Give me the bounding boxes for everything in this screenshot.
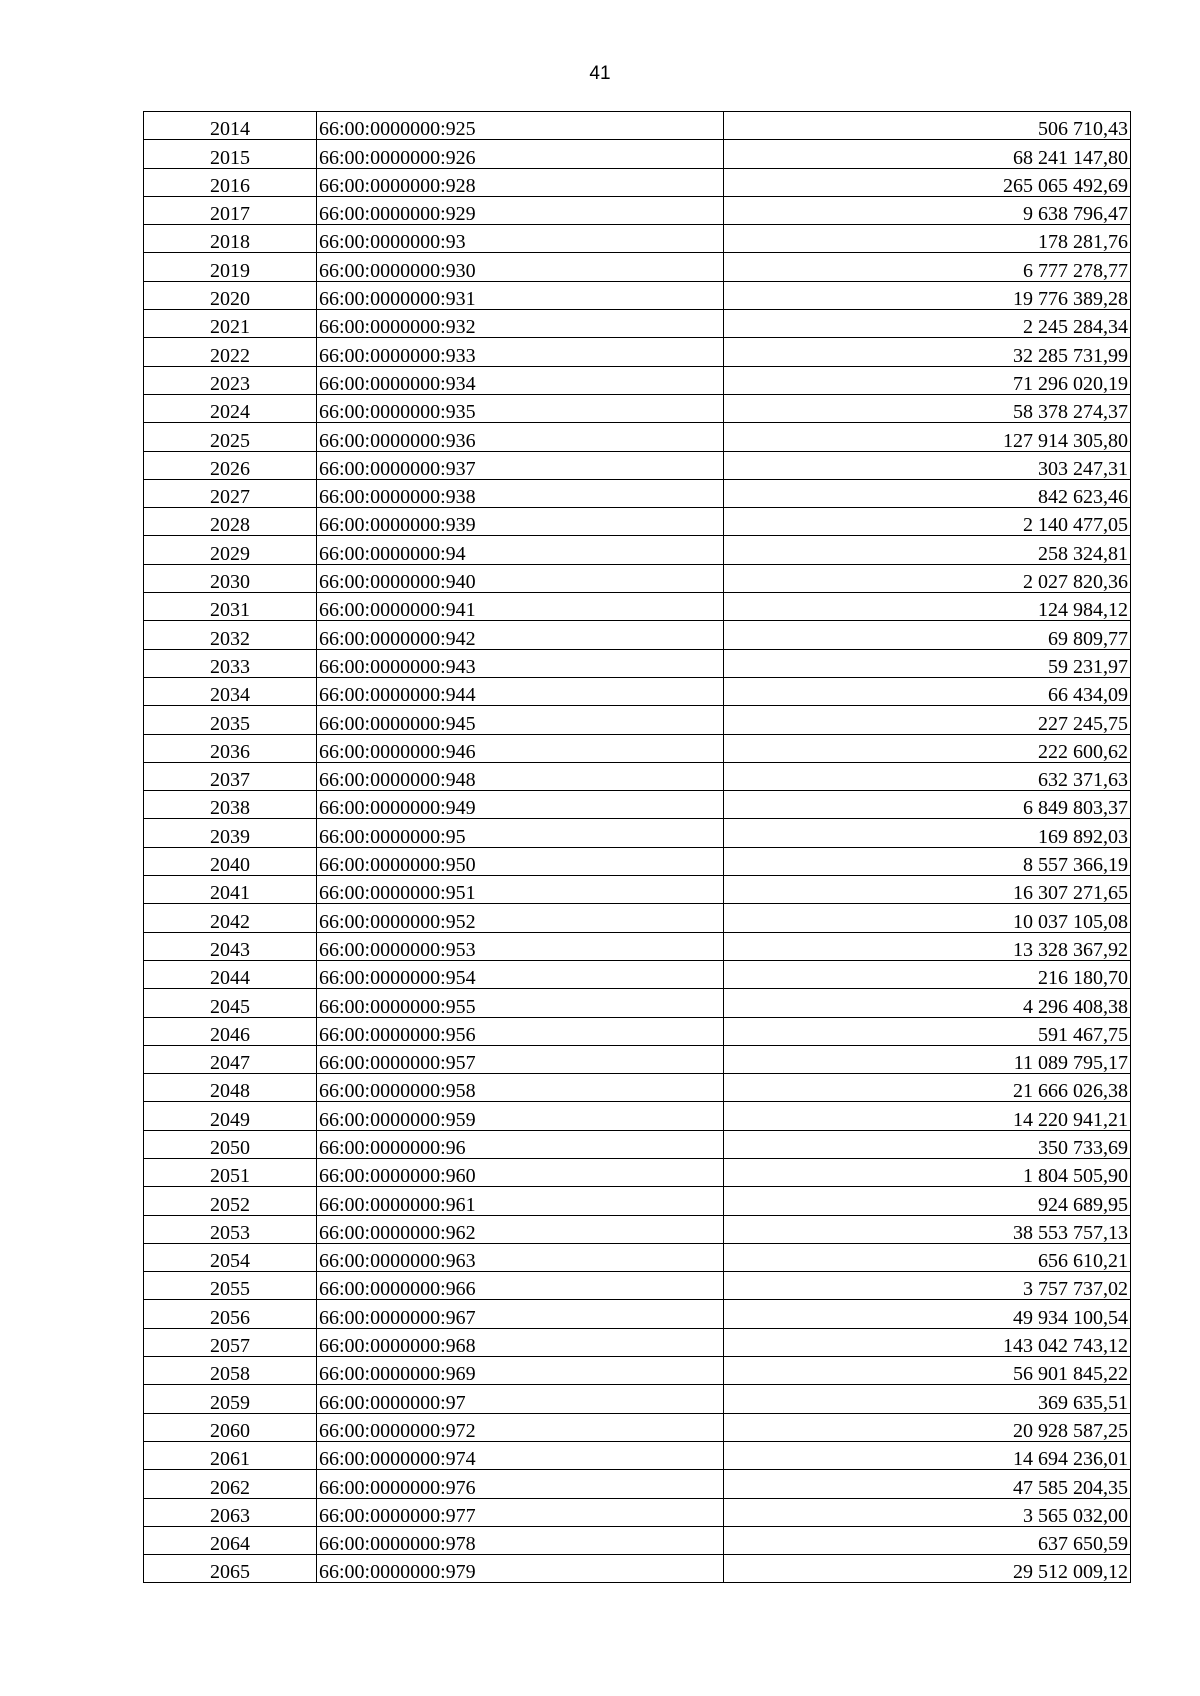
cadastral-value-cell: 29 512 009,12 — [724, 1555, 1131, 1583]
cadastral-value-cell: 222 600,62 — [724, 734, 1131, 762]
cadastral-number-cell: 66:00:0000000:946 — [317, 734, 724, 762]
cadastral-value-cell: 8 557 366,19 — [724, 847, 1131, 875]
table-row — [144, 1441, 1131, 1469]
cadastral-value-cell: 124 984,12 — [724, 593, 1131, 621]
cadastral-value-cell: 38 553 757,13 — [724, 1215, 1131, 1243]
row-number-cell: 2036 — [144, 734, 317, 762]
cadastral-value-cell: 216 180,70 — [724, 960, 1131, 988]
table-row — [144, 649, 1131, 677]
cadastral-value-cell: 58 378 274,37 — [724, 394, 1131, 422]
row-number-cell: 2034 — [144, 677, 317, 705]
cadastral-value-cell: 19 776 389,28 — [724, 281, 1131, 309]
cadastral-number-cell: 66:00:0000000:978 — [317, 1526, 724, 1554]
table-row — [144, 1357, 1131, 1385]
table-row — [144, 394, 1131, 422]
cadastral-value-cell: 169 892,03 — [724, 819, 1131, 847]
cadastral-value-cell: 16 307 271,65 — [724, 876, 1131, 904]
cadastral-number-cell: 66:00:0000000:968 — [317, 1328, 724, 1356]
cadastral-number-cell: 66:00:0000000:952 — [317, 904, 724, 932]
cadastral-value-cell: 350 733,69 — [724, 1130, 1131, 1158]
row-number-cell: 2039 — [144, 819, 317, 847]
cadastral-number-cell: 66:00:0000000:929 — [317, 196, 724, 224]
row-number-cell: 2027 — [144, 479, 317, 507]
row-number-cell: 2017 — [144, 196, 317, 224]
cadastral-number-cell: 66:00:0000000:956 — [317, 1017, 724, 1045]
table-row — [144, 1385, 1131, 1413]
table-row — [144, 847, 1131, 875]
row-number-cell: 2024 — [144, 394, 317, 422]
row-number-cell: 2052 — [144, 1187, 317, 1215]
cadastral-value-cell: 1 804 505,90 — [724, 1158, 1131, 1186]
table-row — [144, 168, 1131, 196]
cadastral-value-cell: 227 245,75 — [724, 706, 1131, 734]
row-number-cell: 2026 — [144, 451, 317, 479]
table-row — [144, 140, 1131, 168]
table-row — [144, 196, 1131, 224]
table-row — [144, 1272, 1131, 1300]
table-row — [144, 112, 1131, 140]
table-row — [144, 1130, 1131, 1158]
table-row — [144, 621, 1131, 649]
cadastral-value-cell: 637 650,59 — [724, 1526, 1131, 1554]
cadastral-number-cell: 66:00:0000000:936 — [317, 423, 724, 451]
row-number-cell: 2033 — [144, 649, 317, 677]
table-row — [144, 423, 1131, 451]
cadastral-number-cell: 66:00:0000000:953 — [317, 932, 724, 960]
cadastral-number-cell: 66:00:0000000:974 — [317, 1441, 724, 1469]
row-number-cell: 2044 — [144, 960, 317, 988]
row-number-cell: 2015 — [144, 140, 317, 168]
cadastral-value-cell: 842 623,46 — [724, 479, 1131, 507]
cadastral-value-cell: 369 635,51 — [724, 1385, 1131, 1413]
cadastral-number-cell: 66:00:0000000:943 — [317, 649, 724, 677]
cadastral-value-cell: 2 027 820,36 — [724, 564, 1131, 592]
row-number-cell: 2014 — [144, 112, 317, 140]
row-number-cell: 2021 — [144, 310, 317, 338]
cadastral-value-cell: 69 809,77 — [724, 621, 1131, 649]
row-number-cell: 2031 — [144, 593, 317, 621]
cadastral-value-cell: 3 565 032,00 — [724, 1498, 1131, 1526]
cadastral-value-cell: 924 689,95 — [724, 1187, 1131, 1215]
table-row — [144, 281, 1131, 309]
table-row — [144, 253, 1131, 281]
table-row — [144, 1470, 1131, 1498]
row-number-cell: 2053 — [144, 1215, 317, 1243]
cadastral-value-cell: 20 928 587,25 — [724, 1413, 1131, 1441]
cadastral-number-cell: 66:00:0000000:935 — [317, 394, 724, 422]
table-row — [144, 1045, 1131, 1073]
row-number-cell: 2023 — [144, 366, 317, 394]
cadastral-number-cell: 66:00:0000000:93 — [317, 225, 724, 253]
table-row — [144, 366, 1131, 394]
cadastral-value-cell: 265 065 492,69 — [724, 168, 1131, 196]
table-row — [144, 1413, 1131, 1441]
table-row — [144, 1017, 1131, 1045]
table-row — [144, 508, 1131, 536]
cadastral-value-cell: 3 757 737,02 — [724, 1272, 1131, 1300]
table-row — [144, 932, 1131, 960]
cadastral-value-cell: 66 434,09 — [724, 677, 1131, 705]
table-row — [144, 677, 1131, 705]
row-number-cell: 2055 — [144, 1272, 317, 1300]
row-number-cell: 2059 — [144, 1385, 317, 1413]
table-row — [144, 1300, 1131, 1328]
cadastral-number-cell: 66:00:0000000:961 — [317, 1187, 724, 1215]
row-number-cell: 2047 — [144, 1045, 317, 1073]
cadastral-number-cell: 66:00:0000000:97 — [317, 1385, 724, 1413]
cadastral-number-cell: 66:00:0000000:930 — [317, 253, 724, 281]
row-number-cell: 2046 — [144, 1017, 317, 1045]
cadastral-number-cell: 66:00:0000000:958 — [317, 1074, 724, 1102]
row-number-cell: 2016 — [144, 168, 317, 196]
cadastral-value-cell: 143 042 743,12 — [724, 1328, 1131, 1356]
cadastral-number-cell: 66:00:0000000:950 — [317, 847, 724, 875]
table-row — [144, 762, 1131, 790]
cadastral-number-cell: 66:00:0000000:938 — [317, 479, 724, 507]
row-number-cell: 2064 — [144, 1526, 317, 1554]
row-number-cell: 2038 — [144, 791, 317, 819]
row-number-cell: 2054 — [144, 1243, 317, 1271]
cadastral-number-cell: 66:00:0000000:963 — [317, 1243, 724, 1271]
cadastral-number-cell: 66:00:0000000:931 — [317, 281, 724, 309]
table-row — [144, 1328, 1131, 1356]
row-number-cell: 2028 — [144, 508, 317, 536]
cadastral-value-cell: 6 777 278,77 — [724, 253, 1131, 281]
table-row — [144, 960, 1131, 988]
row-number-cell: 2060 — [144, 1413, 317, 1441]
cadastral-number-cell: 66:00:0000000:969 — [317, 1357, 724, 1385]
row-number-cell: 2019 — [144, 253, 317, 281]
table-row — [144, 904, 1131, 932]
cadastral-value-cell: 9 638 796,47 — [724, 196, 1131, 224]
table-row — [144, 1187, 1131, 1215]
cadastral-value-cell: 10 037 105,08 — [724, 904, 1131, 932]
table-row — [144, 564, 1131, 592]
table-row — [144, 225, 1131, 253]
table-row — [144, 1243, 1131, 1271]
cadastral-number-cell: 66:00:0000000:979 — [317, 1555, 724, 1583]
row-number-cell: 2057 — [144, 1328, 317, 1356]
cadastral-value-cell: 303 247,31 — [724, 451, 1131, 479]
cadastral-number-cell: 66:00:0000000:960 — [317, 1158, 724, 1186]
cadastral-number-cell: 66:00:0000000:944 — [317, 677, 724, 705]
table-row — [144, 451, 1131, 479]
cadastral-number-cell: 66:00:0000000:957 — [317, 1045, 724, 1073]
cadastral-value-cell: 632 371,63 — [724, 762, 1131, 790]
cadastral-number-cell: 66:00:0000000:962 — [317, 1215, 724, 1243]
row-number-cell: 2063 — [144, 1498, 317, 1526]
cadastral-number-cell: 66:00:0000000:937 — [317, 451, 724, 479]
table-row — [144, 1074, 1131, 1102]
cadastral-value-cell: 14 220 941,21 — [724, 1102, 1131, 1130]
cadastral-number-cell: 66:00:0000000:939 — [317, 508, 724, 536]
table-row — [144, 819, 1131, 847]
table-row — [144, 1526, 1131, 1554]
cadastral-value-cell: 56 901 845,22 — [724, 1357, 1131, 1385]
table-row — [144, 1555, 1131, 1583]
row-number-cell: 2065 — [144, 1555, 317, 1583]
cadastral-number-cell: 66:00:0000000:932 — [317, 310, 724, 338]
row-number-cell: 2035 — [144, 706, 317, 734]
row-number-cell: 2020 — [144, 281, 317, 309]
table-row — [144, 338, 1131, 366]
table-row — [144, 1158, 1131, 1186]
cadastral-number-cell: 66:00:0000000:933 — [317, 338, 724, 366]
table-row — [144, 791, 1131, 819]
cadastral-number-cell: 66:00:0000000:96 — [317, 1130, 724, 1158]
cadastral-value-table — [143, 111, 1131, 1583]
row-number-cell: 2048 — [144, 1074, 317, 1102]
cadastral-number-cell: 66:00:0000000:925 — [317, 112, 724, 140]
cadastral-value-cell: 14 694 236,01 — [724, 1441, 1131, 1469]
row-number-cell: 2037 — [144, 762, 317, 790]
row-number-cell: 2018 — [144, 225, 317, 253]
page-number: 41 — [589, 63, 611, 84]
table-row — [144, 1102, 1131, 1130]
cadastral-value-cell: 68 241 147,80 — [724, 140, 1131, 168]
table-row — [144, 989, 1131, 1017]
cadastral-value-cell: 127 914 305,80 — [724, 423, 1131, 451]
cadastral-number-cell: 66:00:0000000:966 — [317, 1272, 724, 1300]
cadastral-number-cell: 66:00:0000000:955 — [317, 989, 724, 1017]
table-row — [144, 1498, 1131, 1526]
cadastral-number-cell: 66:00:0000000:926 — [317, 140, 724, 168]
row-number-cell: 2029 — [144, 536, 317, 564]
cadastral-number-cell: 66:00:0000000:94 — [317, 536, 724, 564]
cadastral-value-cell: 178 281,76 — [724, 225, 1131, 253]
cadastral-value-cell: 47 585 204,35 — [724, 1470, 1131, 1498]
row-number-cell: 2022 — [144, 338, 317, 366]
cadastral-value-cell: 21 666 026,38 — [724, 1074, 1131, 1102]
row-number-cell: 2041 — [144, 876, 317, 904]
row-number-cell: 2025 — [144, 423, 317, 451]
cadastral-number-cell: 66:00:0000000:959 — [317, 1102, 724, 1130]
cadastral-number-cell: 66:00:0000000:976 — [317, 1470, 724, 1498]
cadastral-number-cell: 66:00:0000000:977 — [317, 1498, 724, 1526]
table-row — [144, 706, 1131, 734]
row-number-cell: 2030 — [144, 564, 317, 592]
cadastral-value-cell: 13 328 367,92 — [724, 932, 1131, 960]
cadastral-value-cell: 2 245 284,34 — [724, 310, 1131, 338]
table-row — [144, 479, 1131, 507]
row-number-cell: 2051 — [144, 1158, 317, 1186]
cadastral-number-cell: 66:00:0000000:949 — [317, 791, 724, 819]
cadastral-value-cell: 49 934 100,54 — [724, 1300, 1131, 1328]
table-row — [144, 734, 1131, 762]
cadastral-value-cell: 591 467,75 — [724, 1017, 1131, 1045]
row-number-cell: 2040 — [144, 847, 317, 875]
cadastral-value-cell: 71 296 020,19 — [724, 366, 1131, 394]
cadastral-number-cell: 66:00:0000000:948 — [317, 762, 724, 790]
cadastral-number-cell: 66:00:0000000:942 — [317, 621, 724, 649]
cadastral-value-cell: 32 285 731,99 — [724, 338, 1131, 366]
row-number-cell: 2062 — [144, 1470, 317, 1498]
cadastral-number-cell: 66:00:0000000:972 — [317, 1413, 724, 1441]
row-number-cell: 2045 — [144, 989, 317, 1017]
cadastral-number-cell: 66:00:0000000:967 — [317, 1300, 724, 1328]
row-number-cell: 2042 — [144, 904, 317, 932]
cadastral-number-cell: 66:00:0000000:928 — [317, 168, 724, 196]
cadastral-value-cell: 59 231,97 — [724, 649, 1131, 677]
table-row — [144, 310, 1131, 338]
cadastral-number-cell: 66:00:0000000:941 — [317, 593, 724, 621]
cadastral-number-cell: 66:00:0000000:951 — [317, 876, 724, 904]
table-row — [144, 536, 1131, 564]
cadastral-number-cell: 66:00:0000000:934 — [317, 366, 724, 394]
cadastral-value-cell: 258 324,81 — [724, 536, 1131, 564]
cadastral-value-cell: 656 610,21 — [724, 1243, 1131, 1271]
cadastral-number-cell: 66:00:0000000:954 — [317, 960, 724, 988]
cadastral-number-cell: 66:00:0000000:95 — [317, 819, 724, 847]
row-number-cell: 2050 — [144, 1130, 317, 1158]
cadastral-number-cell: 66:00:0000000:940 — [317, 564, 724, 592]
row-number-cell: 2043 — [144, 932, 317, 960]
table-body — [144, 112, 1131, 1583]
cadastral-value-cell: 2 140 477,05 — [724, 508, 1131, 536]
row-number-cell: 2032 — [144, 621, 317, 649]
row-number-cell: 2058 — [144, 1357, 317, 1385]
row-number-cell: 2049 — [144, 1102, 317, 1130]
table-row — [144, 876, 1131, 904]
cadastral-value-cell: 11 089 795,17 — [724, 1045, 1131, 1073]
cadastral-value-cell: 4 296 408,38 — [724, 989, 1131, 1017]
cadastral-value-cell: 506 710,43 — [724, 112, 1131, 140]
row-number-cell: 2061 — [144, 1441, 317, 1469]
cadastral-number-cell: 66:00:0000000:945 — [317, 706, 724, 734]
table-row — [144, 1215, 1131, 1243]
table-row — [144, 593, 1131, 621]
row-number-cell: 2056 — [144, 1300, 317, 1328]
cadastral-value-cell: 6 849 803,37 — [724, 791, 1131, 819]
